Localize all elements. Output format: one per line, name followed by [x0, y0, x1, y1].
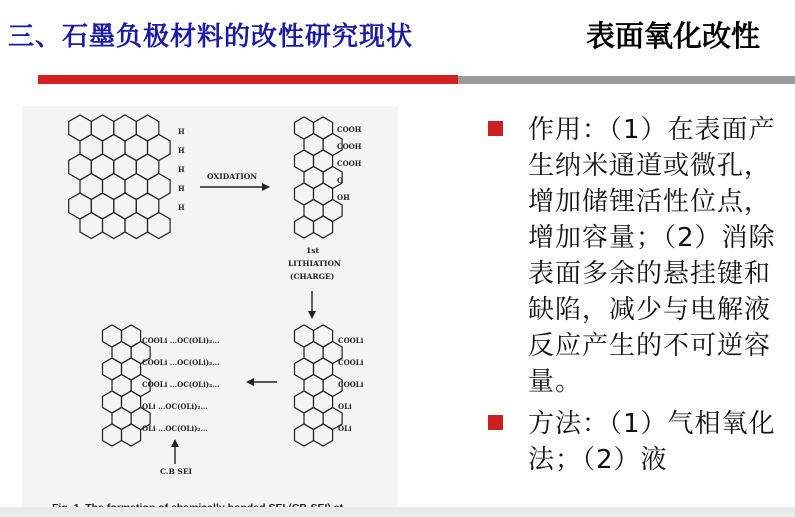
bullet-text: 方法：（1）气相氧化法；（2）液	[528, 409, 776, 475]
functional-group-label: OLi	[338, 424, 352, 433]
sei-label: C.B SEI	[160, 467, 193, 476]
hexagon-ring	[314, 216, 333, 238]
lithiation-arrowhead	[308, 311, 316, 319]
functional-group-label: COOH	[337, 142, 362, 151]
hydrogen-label: H	[178, 165, 185, 174]
hexagon-ring	[122, 424, 141, 446]
functional-group-label: COOH	[337, 125, 362, 134]
functional-group-label: OH	[337, 193, 350, 202]
functional-group-label: COOLi	[338, 380, 364, 389]
hexagon-ring	[125, 213, 148, 239]
sei-functional-groups	[142, 336, 219, 433]
title-underline-red	[38, 75, 458, 84]
functional-group-label: OLi	[338, 402, 352, 411]
graphite-lattice-lithiated	[295, 325, 343, 446]
hydrogen-label: H	[178, 203, 185, 212]
hexagon-ring	[103, 213, 126, 239]
lithiation-label-2: LITHIATION	[288, 259, 341, 268]
oxidized-functional-groups	[337, 125, 362, 202]
hexagon-ring	[148, 213, 171, 239]
oxidation-arrowhead	[262, 183, 270, 191]
slide-subtitle: 表面氧化改性	[586, 19, 761, 53]
sei-group-label: OLi ...OC(OLi)₂...	[142, 424, 208, 433]
title-underline-gray	[458, 76, 795, 84]
functional-group-label: COOH	[337, 159, 362, 168]
hexagon-ring	[80, 213, 103, 239]
graphite-lattice-hydrogenated	[69, 115, 170, 239]
graphite-lattice-oxidized	[295, 117, 343, 238]
lithiation-label-1: 1st	[306, 246, 319, 255]
hydrogen-label: H	[178, 146, 185, 155]
hexagon-ring	[295, 424, 314, 446]
functional-group-label: O	[337, 176, 344, 185]
hexagon-ring	[314, 424, 333, 446]
sei-pointer-arrowhead	[171, 439, 179, 447]
reaction-scheme	[22, 106, 398, 517]
slide-title: 三、石墨负极材料的改性研究现状	[8, 22, 414, 52]
sei-group-label: COOLi ...OC(OLi)₂...	[142, 336, 220, 345]
sei-group-label: COOLi ...OC(OLi)₂...	[142, 358, 220, 367]
bullet-list	[488, 112, 788, 484]
oxidation-label: OXIDATION	[207, 172, 258, 181]
functional-group-label: COOLi	[338, 358, 364, 367]
hydrogen-label: H	[178, 184, 185, 193]
sei-group-label: OLi ...OC(OLi)₂...	[142, 402, 208, 411]
bullet-marker	[488, 415, 503, 430]
hydrogen-label: H	[178, 127, 185, 136]
sei-group-label: COOLi ...OC(OLi)₂...	[142, 380, 220, 389]
functional-group-label: COOLi	[338, 336, 364, 345]
bullet-text: 作用：（1）在表面产生纳米通道或微孔，增加储锂活性位点，增加容量；（2）消除表面多余的悬挂键和缺陷，减少与电解液反应产生的不可逆容量。	[528, 115, 776, 397]
bullet-item-function	[488, 112, 788, 400]
bullet-marker	[488, 121, 503, 136]
lithiation-label-3: (CHARGE)	[290, 272, 335, 281]
reaction-scheme-figure	[22, 106, 398, 517]
hexagon-ring	[295, 216, 314, 238]
bullet-item-method	[488, 406, 788, 478]
footer-strip	[0, 507, 795, 517]
hexagon-ring	[103, 424, 122, 446]
sei-formation-arrowhead	[246, 378, 254, 386]
hydrogen-labels	[178, 127, 185, 212]
